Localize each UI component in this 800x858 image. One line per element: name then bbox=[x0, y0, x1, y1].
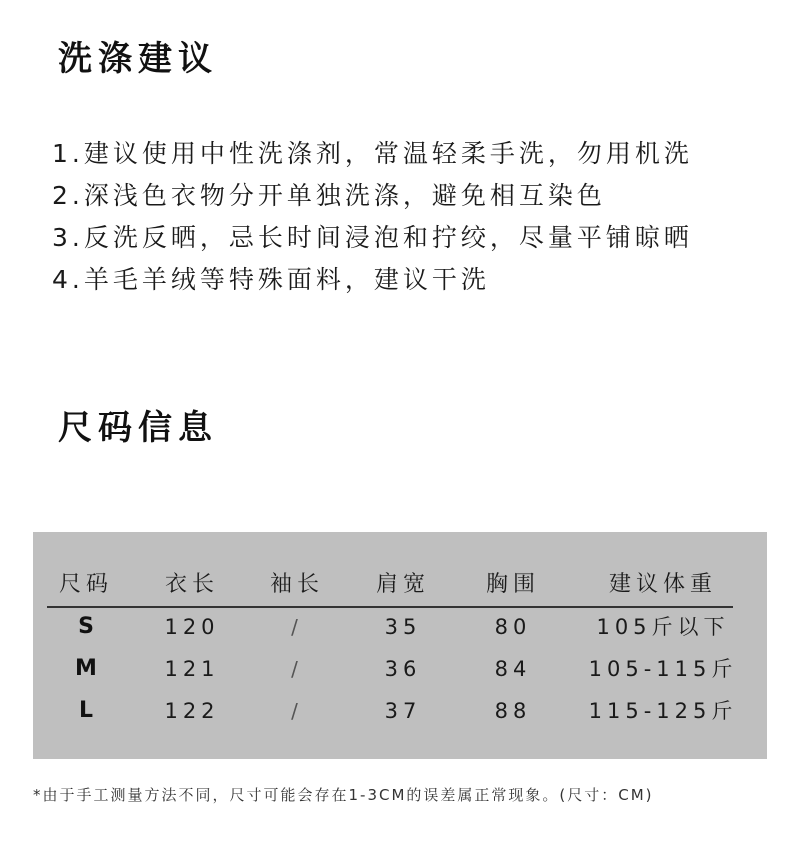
cell-weight: 105斤以下 bbox=[596, 615, 730, 639]
care-instructions-list bbox=[52, 133, 693, 301]
cell-length: 120 bbox=[164, 615, 220, 639]
table-header-row bbox=[33, 564, 767, 606]
cell-sleeve: / bbox=[291, 615, 303, 639]
cell-length: 121 bbox=[164, 657, 220, 681]
care-item: 3.反洗反晒，忌长时间浸泡和拧绞，尽量平铺晾晒 bbox=[52, 223, 693, 252]
cell-size: S bbox=[78, 614, 94, 639]
table-row bbox=[33, 648, 767, 690]
column-header-length: 衣长 bbox=[164, 572, 220, 597]
size-table-panel bbox=[33, 532, 767, 759]
cell-weight: 115-125斤 bbox=[588, 699, 738, 723]
cell-size: L bbox=[78, 698, 94, 723]
column-header-chest: 胸围 bbox=[485, 572, 541, 597]
cell-shoulder: 35 bbox=[384, 615, 422, 639]
care-item: 1.建议使用中性洗涤剂，常温轻柔手洗，勿用机洗 bbox=[52, 139, 693, 168]
cell-size: M bbox=[75, 656, 97, 681]
cell-length: 122 bbox=[164, 699, 220, 723]
column-header-shoulder: 肩宽 bbox=[375, 572, 431, 597]
cell-chest: 88 bbox=[494, 699, 532, 723]
cell-shoulder: 36 bbox=[384, 657, 422, 681]
measurement-footnote: *由于手工测量方法不同，尺寸可能会存在1-3CM的误差属正常现象。(尺寸：CM) bbox=[33, 786, 654, 804]
cell-chest: 80 bbox=[494, 615, 532, 639]
table-row bbox=[33, 690, 767, 732]
cell-sleeve: / bbox=[291, 699, 303, 723]
cell-sleeve: / bbox=[291, 657, 303, 681]
column-header-size: 尺码 bbox=[58, 572, 114, 597]
size-heading: 尺码信息 bbox=[58, 408, 218, 448]
cell-shoulder: 37 bbox=[384, 699, 422, 723]
cell-chest: 84 bbox=[494, 657, 532, 681]
column-header-weight: 建议体重 bbox=[608, 572, 718, 597]
table-row bbox=[33, 606, 767, 648]
care-heading: 洗涤建议 bbox=[58, 39, 218, 79]
care-item: 4.羊毛羊绒等特殊面料，建议干洗 bbox=[52, 265, 490, 294]
care-item: 2.深浅色衣物分开单独洗涤，避免相互染色 bbox=[52, 181, 606, 210]
cell-weight: 105-115斤 bbox=[588, 657, 738, 681]
column-header-sleeve: 袖长 bbox=[269, 572, 325, 597]
